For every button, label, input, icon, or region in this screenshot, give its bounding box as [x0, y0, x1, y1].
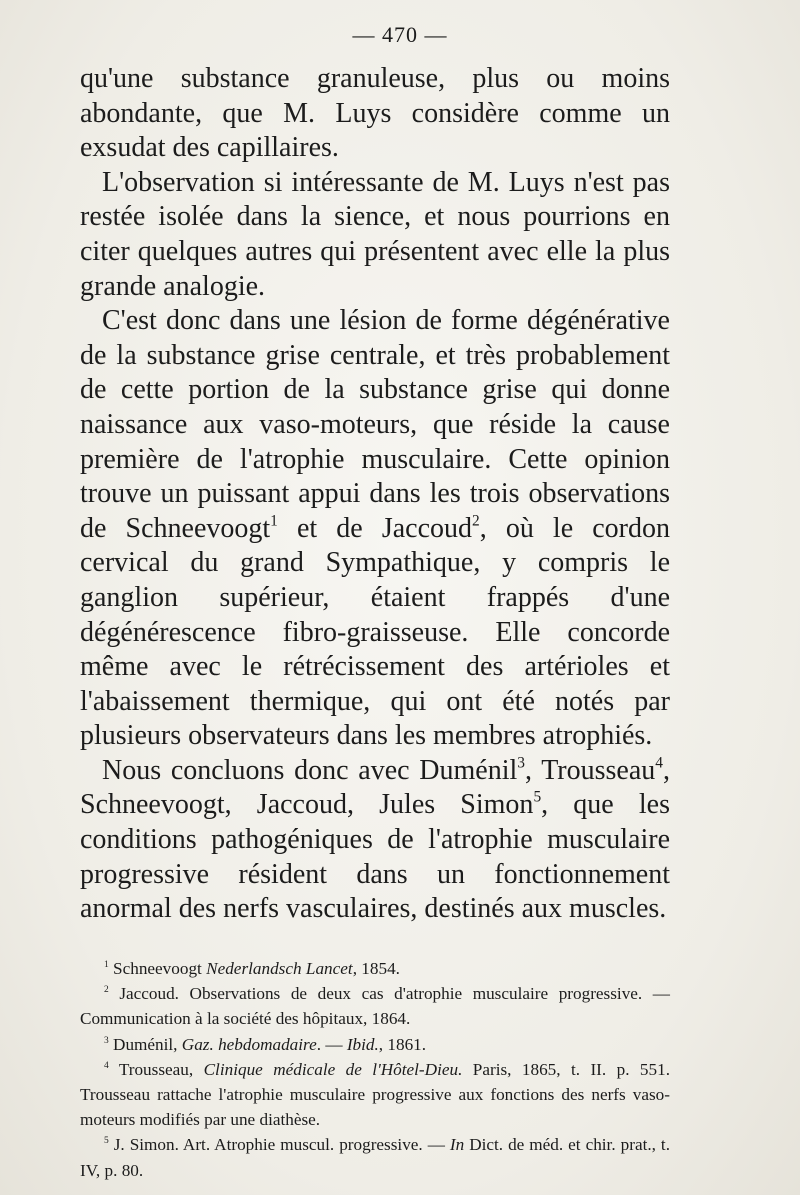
- footnote-5-text-b: Dict. de méd. et chir. prat., t. IV, p. 80.: [80, 1135, 670, 1180]
- footnote-4: [80, 1057, 670, 1133]
- footnote-3-title-2: Ibid.: [346, 1034, 379, 1054]
- footnote-ref-2[interactable]: 2: [472, 512, 480, 530]
- footnote-ref-3[interactable]: 3: [517, 754, 525, 772]
- footnote-3-text-c: , 1861.: [378, 1034, 427, 1054]
- paragraph-1: qu'une substance granuleuse, plus ou moins abondante, que M. Luys considère comme un exsudat des capillaires.: [80, 63, 670, 164]
- footnote-ref-1[interactable]: 1: [270, 512, 278, 530]
- footnote-5: [80, 1132, 670, 1182]
- footnote-1-number: 1: [104, 959, 109, 970]
- paragraph-3-text-a: C'est donc dans une lésion de forme dégénérative de la substance grise centrale, et très probablement de cette portion de la substance grise qui donne naissance aux vaso-moteurs, que réside la cause première de l'atrophie musculaire. Cette opinion trouve un puissant appui dans les trois observations de Schneevoogt: [80, 305, 670, 544]
- footnote-4-title: Clinique médicale de l'Hôtel-Dieu.: [203, 1059, 463, 1079]
- paragraph-4-text-a: Nous concluons donc avec Duménil: [102, 754, 518, 786]
- paragraph-4: [80, 754, 670, 927]
- footnote-1-text-a: Schneevoogt: [108, 959, 207, 978]
- paragraph-4-text-b: , Trousseau: [524, 754, 656, 786]
- paragraph-3-text-b: et de Jaccoud: [277, 512, 473, 544]
- footnote-4-number: 4: [104, 1060, 109, 1071]
- footnote-ref-5[interactable]: 5: [533, 788, 542, 806]
- body-text: [80, 62, 670, 927]
- footnote-2: [80, 981, 670, 1031]
- footnote-1-text-b: , 1854.: [352, 959, 400, 978]
- footnote-5-text-a: J. Simon. Art. Atrophie muscul. progressive. —: [108, 1135, 450, 1155]
- footnote-2-text: Jaccoud. Observations de deux cas d'atrophie musculaire progressive. — Communication à la société des hôpitaux, 1864.: [80, 984, 670, 1029]
- footnote-ref-4[interactable]: 4: [655, 754, 663, 772]
- footnotes: [80, 956, 670, 1183]
- paragraph-3-text-c: , où le cordon cervical du grand Sympathique, y compris le ganglion supérieur, étaient frappés d'une dégénérescence fibro-graisseuse. Elle concorde même avec le rétrécissement des artérioles et l'abaissement thermique, qui ont été notés par plusieurs observateurs dans les membres atrophiés.: [80, 512, 670, 752]
- page-number: — 470 —: [352, 22, 448, 47]
- footnote-3-number: 3: [104, 1035, 109, 1046]
- footnote-1: [80, 956, 670, 981]
- paragraph-4-text-c: , Schneevoogt, Jaccoud, Jules Simon: [80, 754, 670, 821]
- footnote-3-text-b: . —: [316, 1034, 347, 1054]
- footnote-4-text-a: Trousseau,: [108, 1059, 204, 1079]
- paragraph-3: [80, 304, 670, 754]
- paragraph-2: L'observation si intéressante de M. Luys n'est pas restée isolée dans la sience, et nous pourrions en citer quelques autres qui présentent avec elle la plus grande analogie.: [80, 166, 670, 302]
- footnote-1-title: Nederlandsch Lancet: [206, 959, 353, 978]
- footnote-3-title-1: Gaz. hebdomadaire: [181, 1034, 317, 1054]
- footnote-2-number: 2: [104, 985, 109, 996]
- footnote-3-text-a: Duménil,: [108, 1034, 182, 1054]
- footnote-5-italic: In: [449, 1135, 465, 1155]
- footnote-3: [80, 1032, 670, 1057]
- footnote-5-number: 5: [104, 1136, 109, 1147]
- paragraph-4-text-d: , que les conditions pathogéniques de l'atrophie musculaire progressive résident dans un fonctionnement anormal des nerfs vasculaires, destinés aux muscles.: [80, 789, 670, 925]
- footnote-4-text-b: Paris, 1865, t. II. p. 551. Trousseau rattache l'atrophie musculaire progressive aux fonctions des nerfs vaso-moteurs modifiés par une diathèse.: [80, 1059, 670, 1130]
